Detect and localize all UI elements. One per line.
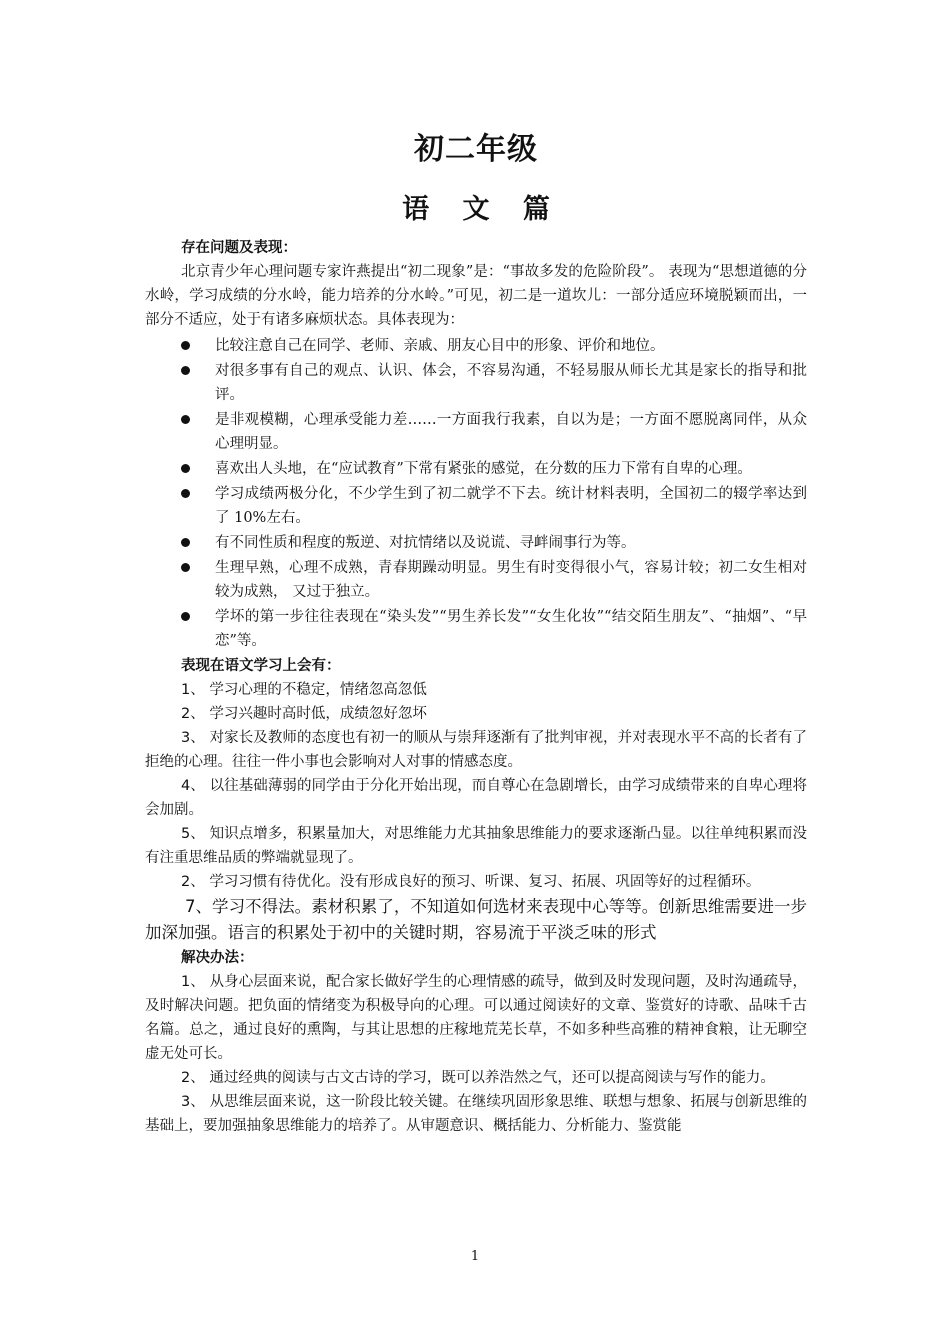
- item-number: 2、: [181, 1070, 205, 1086]
- item-text: 通过经典的阅读与古文古诗的学习，既可以养浩然之气，还可以提高阅读与写作的能力。: [209, 1070, 775, 1086]
- numbered-item: [145, 822, 807, 870]
- list-item: [145, 482, 807, 530]
- numbered-item: [145, 774, 807, 822]
- page-content: [145, 128, 807, 1138]
- list-item: [145, 605, 807, 653]
- numbered-item: [145, 970, 807, 1066]
- numbered-item: [145, 726, 807, 774]
- intro-paragraph: 北京青少年心理问题专家许燕提出“初二现象”是：“事故多发的危险阶段”。 表现为“思想道德的分水岭，学习成绩的分水岭，能力培养的分水岭。”可见，初二是一道坎儿：一部分适应环境脱颖而出，一部分不适应，处于有诸多麻烦状态。具体表现为：: [145, 264, 807, 328]
- bullet-icon: [181, 563, 190, 572]
- item-text: 以往基础薄弱的同学由于分化开始出现，而自尊心在急剧增长，由学习成绩带来的自卑心理将会加剧。: [145, 778, 807, 818]
- item-number: 3、: [181, 730, 205, 746]
- numbered-item: [145, 1090, 807, 1138]
- page-title: 初二年级: [414, 132, 538, 167]
- list-item-text: 学习成绩两极分化，不少学生到了初二就学不下去。统计材料表明，全国初二的辍学率达到了 10%左右。: [215, 486, 807, 526]
- section-heading-solutions: 解决办法：: [181, 950, 254, 966]
- numbered-item-7: 7、学习不得法。素材积累了，不知道如何选材来表现中心等等。创新思维需要进一步加深加强。语言的积累处于初中的关键时期，容易流于平淡乏味的形式: [145, 897, 807, 942]
- item-text: 从思维层面来说，这一阶段比较关键。在继续巩固形象思维、联想与想象、拓展与创新思维的基础上，要加强抽象思维能力的培养了。从审题意识、概括能力、分析能力、鉴赏能: [145, 1094, 807, 1134]
- page-number: 1: [470, 1249, 480, 1264]
- item-text: 知识点增多，积累量加大，对思维能力尤其抽象思维能力的要求逐渐凸显。以往单纯积累而没有注重思维品质的弊端就显现了。: [145, 826, 807, 866]
- list-item-text: 是非观模糊，心理承受能力差……一方面我行我素，自以为是；一方面不愿脱离同伴，从众心理明显。: [215, 412, 807, 452]
- item-number: 3、: [181, 1094, 205, 1110]
- item-number: 2、: [181, 874, 205, 890]
- list-item-text: 对很多事有自己的观点、认识、体会，不容易沟通，不轻易服从师长尤其是家长的指导和批评。: [215, 363, 807, 403]
- numbered-item: [145, 870, 807, 894]
- numbered-item: [145, 1066, 807, 1090]
- item-number: 5、: [181, 826, 205, 842]
- bullet-icon: [181, 538, 190, 547]
- list-item-text: 比较注意自己在同学、老师、亲戚、朋友心目中的形象、评价和地位。: [215, 338, 665, 354]
- list-item-text: 生理早熟，心理不成熟，青春期躁动明显。男生有时变得很小气，容易计较；初二女生相对较为成熟， 又过于独立。: [215, 560, 807, 600]
- page-subtitle: 语 文 篇: [402, 194, 562, 225]
- item-text: 学习心理的不稳定，情绪忽高忽低: [209, 682, 427, 698]
- bullet-icon: [181, 415, 190, 424]
- section-heading-problems: 存在问题及表现：: [181, 240, 297, 256]
- bullet-icon: [181, 366, 190, 375]
- item-text: 对家长及教师的态度也有初一的顺从与崇拜逐渐有了批判审视，并对表现水平不高的长者有了拒绝的心理。往往一件小事也会影响对人对事的情感态度。: [145, 730, 807, 770]
- bullet-icon: [181, 464, 190, 473]
- list-item-text: 喜欢出人头地，在“应试教育”下常有紧张的感觉，在分数的压力下常有自卑的心理。: [215, 461, 752, 477]
- list-item: [145, 556, 807, 604]
- item-text: 学习兴趣时高时低，成绩忽好忽坏: [209, 706, 427, 722]
- list-item: [145, 408, 807, 456]
- bullet-icon: [181, 341, 190, 350]
- item-number: 1、: [181, 682, 205, 698]
- bullet-icon: [181, 489, 190, 498]
- list-item: [145, 359, 807, 407]
- list-item: [145, 334, 807, 358]
- item-text: 学习习惯有待优化。没有形成良好的预习、听课、复习、拓展、巩固等好的过程循环。: [209, 874, 761, 890]
- list-item: [145, 457, 807, 481]
- numbered-item: [145, 702, 807, 726]
- list-item-text: 有不同性质和程度的叛逆、对抗情绪以及说谎、寻衅闹事行为等。: [215, 535, 636, 551]
- numbered-item: [145, 678, 807, 702]
- item-number: 1、: [181, 974, 205, 990]
- bullet-icon: [181, 612, 190, 621]
- item-number: 4、: [181, 778, 205, 794]
- list-item-text: 学坏的第一步往往表现在“染头发”“男生养长发”“女生化妆”“结交陌生朋友”、“抽烟”、“早恋”等。: [215, 609, 807, 649]
- section-heading-chinese-learning: 表现在语文学习上会有：: [181, 658, 341, 674]
- item-number: 2、: [181, 706, 205, 722]
- list-item: [145, 531, 807, 555]
- symptom-list: [145, 334, 807, 653]
- item-text: 从身心层面来说，配合家长做好学生的心理情感的疏导，做到及时发现问题，及时沟通疏导，及时解决问题。把负面的情绪变为积极导向的心理。可以通过阅读好的文章、鉴赏好的诗歌、品味千古名篇。总之，通过良好的熏陶，与其让思想的庄稼地荒芜长草，不如多种些高雅的精神食粮，让无聊空虚无处可长。: [145, 974, 807, 1062]
